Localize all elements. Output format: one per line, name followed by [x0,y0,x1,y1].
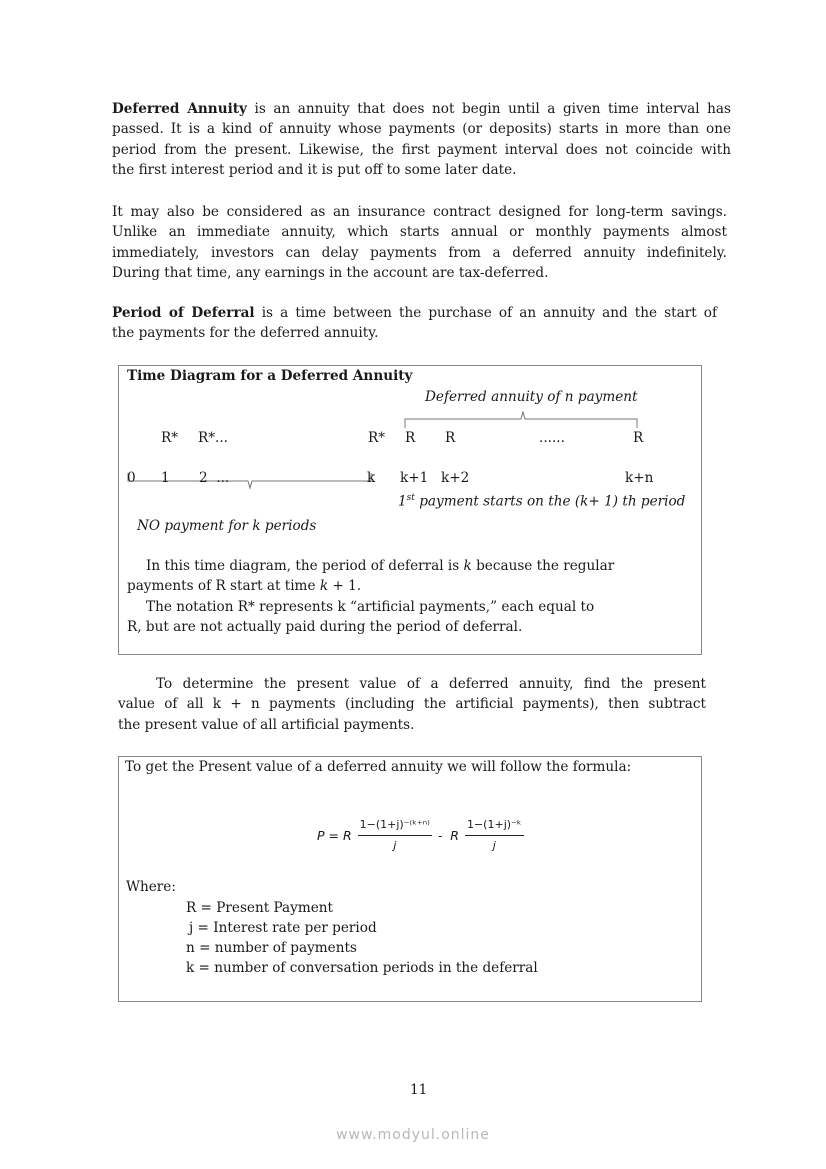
payment-label: R [633,430,644,446]
deferred-annuity-paragraph [112,99,731,181]
time-label: 1 [161,470,170,486]
text: payments of R start at time [127,578,320,594]
fraction-2 [465,817,524,854]
numerator: 1−(1+j)⁻⁽ᵏ⁺ⁿ⁾ [358,817,432,836]
formula-box [118,756,702,1002]
text-line: Unlike an immediate annuity, which starts annual or monthly payments almost [112,224,727,241]
time-label: k [367,470,376,486]
time-label: k+2 [441,470,470,486]
definition-k: k = number of conversation periods in the deferral [186,960,538,976]
text-line: value of all k + n payments (including the artificial payments), then subtract [118,696,706,713]
text-line: It may also be considered as an insurance contract designed for long-term savings. [112,204,727,220]
term-period-of-deferral: Period of Deferral [112,305,255,321]
text: + 1. [328,578,362,594]
first-payment-note [398,490,685,510]
formula-minus-term: - R [437,827,459,843]
payment-label: R* [368,430,386,446]
time-label: 2 ... [199,470,230,486]
insurance-paragraph [112,202,727,284]
where-label: Where: [126,879,176,895]
time-label: k+1 [400,470,429,486]
text-line: the first interest period and it is put off to some later date. [112,162,517,179]
denominator: j [492,839,496,852]
payment-label: R*... [198,430,228,446]
text-line: passed. It is a kind of annuity whose payments (or deposits) starts in more than one [112,121,731,138]
deferred-annuity-label: Deferred annuity of n payment [425,389,638,405]
diagram-title: Time Diagram for a Deferred Annuity [127,368,413,384]
definition-r: R = Present Payment [186,900,333,916]
page-number: 11 [410,1082,428,1098]
explanation-line [146,558,614,574]
text-line: is an annuity that does not begin until a given time interval has [246,101,731,117]
payment-label: R [405,430,416,446]
text-line: To determine the present value of a deferred annuity, find the present [156,676,706,692]
present-value-formula [317,817,524,854]
text-line: the payments for the deferred annuity. [112,325,379,342]
no-payment-label: NO payment for k periods [137,518,317,534]
fraction-1 [358,817,432,854]
payment-label: R* [161,430,179,446]
time-label: 0 [127,470,136,486]
definition-n: n = number of payments [186,940,357,956]
present-value-paragraph [118,674,706,735]
explanation-line [127,578,361,594]
denominator: j [393,839,397,852]
period-of-deferral-paragraph [112,303,717,344]
formula-lhs: P = R [317,827,352,843]
term-deferred-annuity: Deferred Annuity [112,101,247,117]
payment-label: ...... [539,430,565,446]
text-line: During that time, any earnings in the account are tax-deferred. [112,265,549,282]
payment-label: R [445,430,456,446]
explanation-line: The notation R* represents k “artificial payments,” each equal to [146,599,595,615]
var-k: k [463,558,472,574]
watermark: www.modyul.online [336,1127,490,1143]
time-diagram-box [118,365,702,655]
text: because the regular [471,558,615,574]
formula-intro: To get the Present value of a deferred annuity we will follow the formula: [125,759,632,775]
note-ordinal: 1 [398,493,407,510]
definition-j: j = Interest rate per period [189,920,377,936]
text: In this time diagram, the period of deferral is [146,558,464,574]
note-suffix: st [406,493,415,503]
text-line: period from the present. Likewise, the first payment interval does not coincide with [112,141,731,158]
var-k: k [319,578,329,594]
note-text: payment starts on the (k+ 1) th period [414,493,686,510]
time-label: k+n [625,470,654,486]
text-line: is a time between the purchase of an annuity and the start of [254,305,718,321]
text-line: the present value of all artificial payments. [118,716,415,733]
numerator: 1−(1+j)⁻ᵏ [465,817,524,836]
top-brace [405,412,637,428]
explanation-line: R, but are not actually paid during the period of deferral. [127,619,523,635]
text-line: immediately, investors can delay payments from a deferred annuity indefinitely. [112,244,727,261]
